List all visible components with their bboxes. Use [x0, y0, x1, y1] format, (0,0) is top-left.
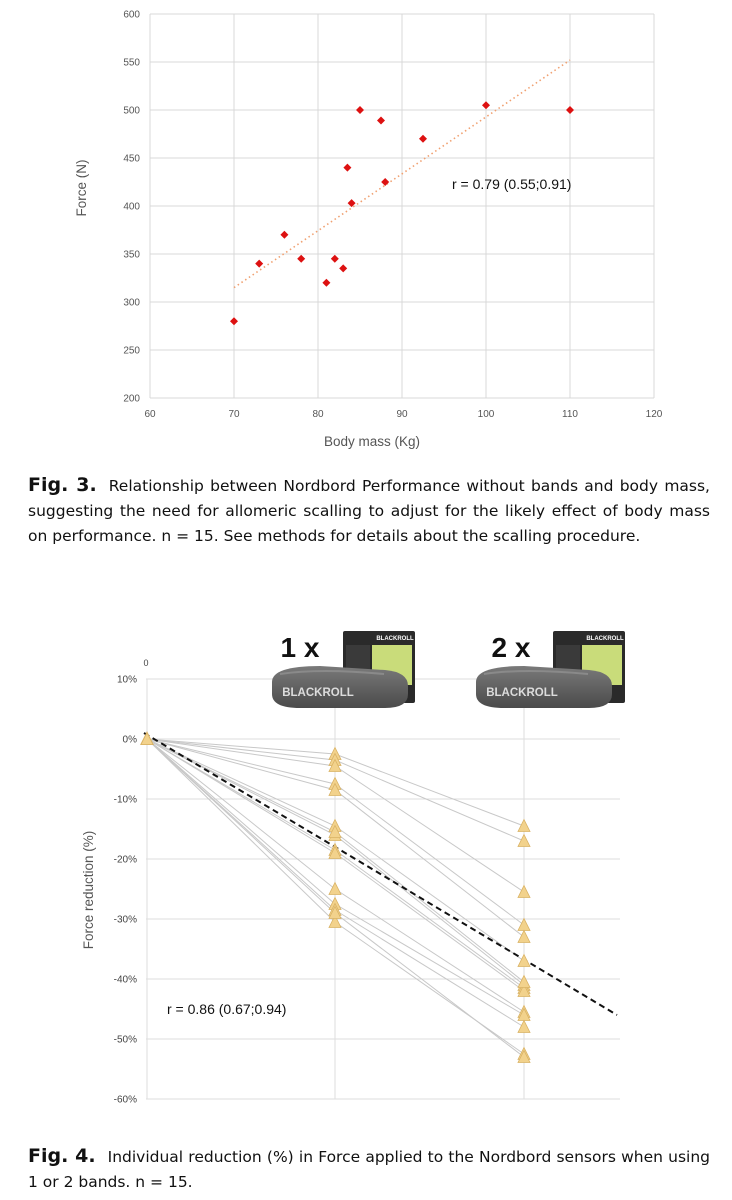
fig3-x-axis-label: Body mass (Kg): [323, 434, 421, 449]
fig4-caption-text: Individual reduction (%) in Force applied to the Nordbord sensors when using 1 or 2 bands. n = 15.: [28, 1148, 710, 1191]
fig4-marker: [518, 919, 530, 931]
fig3-y-tick-label: 350: [123, 249, 140, 261]
fig3-x-tick-label: 70: [228, 409, 240, 420]
fig3-y-tick-label: 200: [123, 393, 140, 405]
fig4-y-axis-label: Force reduction (%): [81, 830, 96, 950]
fig4-marker: [518, 1021, 530, 1033]
fig3-gridlines: [150, 14, 654, 398]
fig3-x-tick-labels: [144, 409, 662, 420]
fig3-x-tick-label: 120: [645, 409, 663, 420]
fig3-y-tick-label: 300: [123, 297, 140, 309]
fig4-marker: [518, 931, 530, 943]
band-image-1x: [272, 631, 415, 708]
fig3-data-point: [356, 106, 364, 114]
fig3-data-point: [297, 255, 305, 263]
fig4-marker: [518, 886, 530, 898]
fig3-y-tick-label: 550: [123, 57, 140, 69]
fig4-y-tick-label: -30%: [113, 914, 137, 926]
fig3-caption-text: Relationship between Nordbord Performance without bands and body mass, suggesting the need for allomeric scalling to adjust for the likely effect of body mass on performance. n = 15. See methods for details about the scalling procedure.: [28, 477, 710, 545]
fig4-caption-label: Fig. 4.: [28, 1145, 96, 1167]
fig3-x-tick-label: 80: [312, 409, 324, 420]
fig3-y-tick-label: 400: [123, 201, 140, 213]
fig4-caption: [28, 1144, 710, 1195]
band-label-2x: 2 x: [491, 632, 531, 663]
fig3-caption-label: Fig. 3.: [28, 474, 97, 496]
fig3-data-point: [566, 106, 574, 114]
fig3-data-point: [377, 117, 385, 125]
fig3-data-point: [331, 255, 339, 263]
fig4-y-tick-labels: [114, 675, 137, 1106]
fig3-x-tick-label: 60: [144, 409, 156, 420]
fig4-annotation: r = 0.86 (0.67;0.94): [167, 1001, 287, 1017]
fig3-x-tick-label: 110: [562, 409, 578, 420]
band-brand-2x: BLACKROLL: [486, 687, 558, 699]
fig3-data-point: [482, 101, 490, 109]
fig3-y-tick-label: 250: [123, 345, 140, 357]
band-label-1x: 1 x: [280, 632, 320, 663]
fig4-trendline: [144, 733, 617, 1015]
fig4-marker: [518, 835, 530, 847]
fig3-y-tick-label: 500: [123, 105, 140, 117]
fig3-data-point: [322, 279, 330, 287]
fig3-x-tick-label: 90: [396, 409, 408, 420]
fig4-marker: [518, 820, 530, 832]
fig4-marker: [518, 955, 530, 967]
fig4-y-tick-label: -60%: [113, 1094, 137, 1106]
fig3-data-point: [339, 264, 347, 272]
fig3-y-tick-labels: [123, 10, 140, 405]
fig3-caption: [28, 473, 710, 549]
fig3-x-tick-label: 100: [477, 409, 495, 420]
fig3-data-point: [280, 231, 288, 239]
fig4-corner-label: 0: [143, 658, 149, 668]
fig4-gridlines: [146, 679, 620, 1099]
figure-4-chart: [0, 620, 732, 1120]
fig4-y-tick-label: -10%: [113, 794, 137, 806]
band-brand-1x: BLACKROLL: [282, 687, 354, 699]
fig3-y-tick-label: 450: [123, 153, 140, 165]
fig3-data-point: [419, 135, 427, 143]
band-box-brand-2x: BLACKROLL: [586, 636, 624, 642]
band-box-brand-1x: BLACKROLL: [376, 636, 414, 642]
fig3-annotation: r = 0.79 (0.55;0.91): [452, 176, 572, 192]
fig4-y-tick-label: -40%: [113, 974, 137, 986]
fig4-y-tick-label: 10%: [116, 674, 137, 686]
fig3-data-point: [230, 317, 238, 325]
figure-3-chart: [0, 0, 732, 462]
fig3-y-tick-label: 600: [123, 9, 140, 21]
fig4-marker: [329, 883, 341, 895]
fig3-data-point: [255, 260, 263, 268]
fig4-y-tick-label: -50%: [113, 1034, 137, 1046]
fig3-data-point: [343, 164, 351, 172]
fig3-data-point: [381, 178, 389, 186]
fig4-y-tick-label: -20%: [113, 854, 137, 866]
fig3-y-axis-label: Force (N): [74, 159, 89, 217]
band-image-2x: [476, 631, 625, 708]
fig4-y-tick-label: 0%: [122, 734, 137, 746]
